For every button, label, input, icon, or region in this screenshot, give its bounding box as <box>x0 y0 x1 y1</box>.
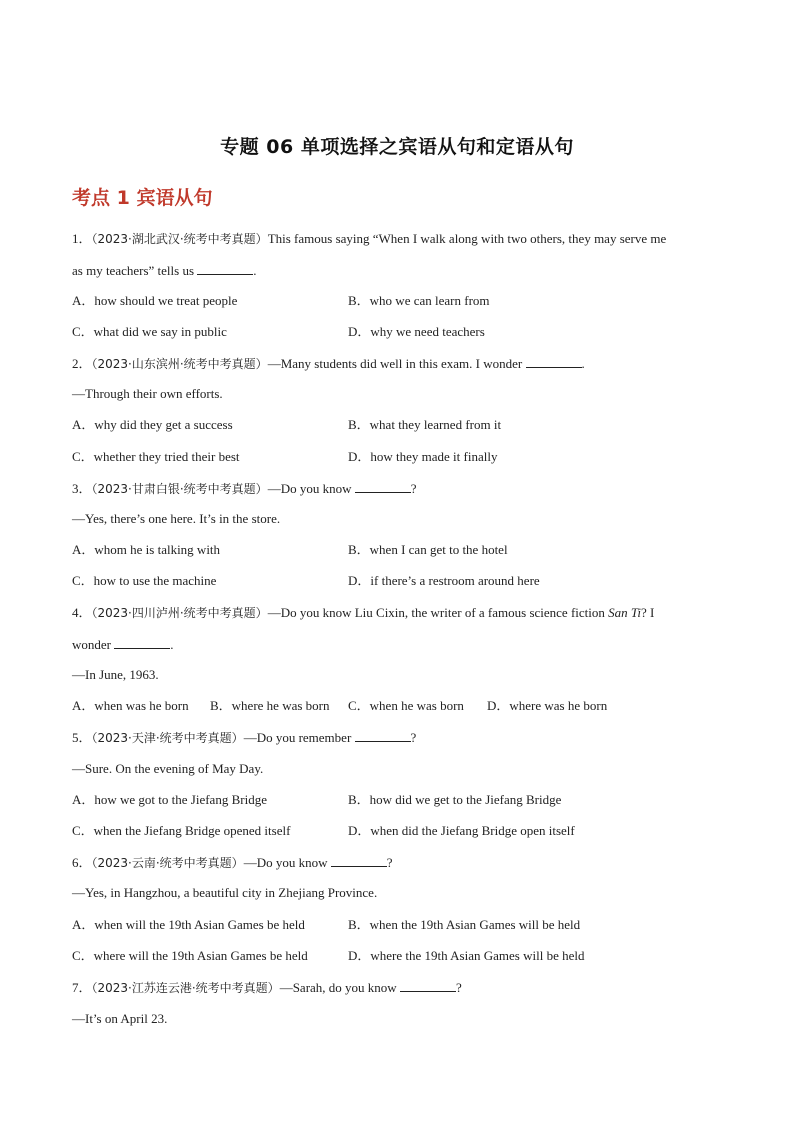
question-text: This famous saying “When I walk along with two others, they may serve me <box>267 231 667 246</box>
question-number: 4． <box>72 605 92 620</box>
question-source: （2023·江苏连云港·统考中考真题） <box>91 981 280 995</box>
option-b: B．who we can learn from <box>348 293 490 308</box>
option-a: A．why did they get a success <box>72 417 233 432</box>
question-source: （2023·四川泸州·统考中考真题） <box>91 606 268 620</box>
answer-line: —It’s on April 23. <box>72 1011 168 1026</box>
question-source: （2023·山东滨州·统考中考真题） <box>91 357 268 371</box>
question-number: 2． <box>72 356 92 371</box>
option-c: C．where will the 19th Asian Games be held <box>72 948 308 963</box>
answer-blank <box>355 729 411 742</box>
option-b: B．how did we get to the Jiefang Bridge <box>348 792 562 807</box>
answer-line: —Sure. On the evening of May Day. <box>72 761 264 776</box>
punctuation: ? <box>455 980 462 995</box>
question-1-stem <box>72 231 666 247</box>
answer-blank <box>526 355 582 368</box>
question-source: （2023·天津·统考中考真题） <box>91 731 244 745</box>
question-number: 5． <box>72 730 92 745</box>
question-4-stem-cont <box>72 636 174 653</box>
question-number: 3． <box>72 481 92 496</box>
option-d: D．where was he born <box>487 698 608 713</box>
option-c: C．how to use the machine <box>72 573 217 588</box>
question-2-stem <box>72 355 585 372</box>
answer-blank <box>114 636 170 649</box>
option-b: B．when I can get to the hotel <box>348 542 508 557</box>
answer-line: —Yes, in Hangzhou, a beautiful city in Zhejiang Province. <box>72 885 378 900</box>
option-c: C．when the Jiefang Bridge opened itself <box>72 823 291 838</box>
question-text: —Sarah, do you know <box>279 980 397 995</box>
question-text: —Many students did well in this exam. I wonder <box>267 356 523 371</box>
question-text: —Do you know Liu Cixin, the writer of a famous science fiction <box>267 605 605 620</box>
option-d: D．if there’s a restroom around here <box>348 573 540 588</box>
answer-line: —In June, 1963. <box>72 667 159 682</box>
option-c: C．when he was born <box>348 698 464 713</box>
question-number: 7． <box>72 980 92 995</box>
option-b: B．when the 19th Asian Games will be held <box>348 917 581 932</box>
document-title: 专题 06 单项选择之宾语从句和定语从句 <box>220 136 574 158</box>
question-number: 6． <box>72 855 92 870</box>
question-text: wonder <box>72 637 111 652</box>
answer-blank <box>197 262 253 275</box>
option-a: A．how we got to the Jiefang Bridge <box>72 792 267 807</box>
option-a: A．whom he is talking with <box>72 542 221 557</box>
question-text: —Do you know <box>267 481 352 496</box>
option-d: D．when did the Jiefang Bridge open itself <box>348 823 575 838</box>
question-text: as my teachers” tells us <box>72 263 195 278</box>
punctuation: ? <box>410 481 417 496</box>
option-c: C．whether they tried their best <box>72 449 240 464</box>
question-text: —Do you know <box>243 855 328 870</box>
punctuation: ? <box>386 855 393 870</box>
question-7-stem <box>72 979 462 996</box>
answer-line: —Through their own efforts. <box>72 386 223 401</box>
punctuation: . <box>253 263 257 278</box>
punctuation: . <box>581 356 585 371</box>
question-number: 1． <box>72 231 92 246</box>
book-title: San Ti <box>608 605 642 620</box>
question-source: （2023·云南·统考中考真题） <box>91 856 244 870</box>
section-title: 考点 1 宾语从句 <box>72 187 213 209</box>
answer-line: —Yes, there’s one here. It’s in the store. <box>72 511 281 526</box>
option-a: A．how should we treat people <box>72 293 238 308</box>
question-4-stem <box>72 605 654 621</box>
answer-blank <box>331 854 387 867</box>
option-d: D．where the 19th Asian Games will be held <box>348 948 585 963</box>
question-source: （2023·湖北武汉·统考中考真题） <box>91 232 268 246</box>
option-c: C．what did we say in public <box>72 324 227 339</box>
question-text: ? I <box>641 605 655 620</box>
question-3-stem <box>72 480 417 497</box>
punctuation: . <box>170 637 174 652</box>
question-text: —Do you remember <box>243 730 352 745</box>
question-6-stem <box>72 854 393 871</box>
option-d: D．why we need teachers <box>348 324 485 339</box>
question-source: （2023·甘肃白银·统考中考真题） <box>91 482 268 496</box>
question-1-stem-cont <box>72 262 257 279</box>
answer-blank <box>400 979 456 992</box>
punctuation: ? <box>410 730 417 745</box>
option-a: A．when will the 19th Asian Games be held <box>72 917 305 932</box>
option-b: B．what they learned from it <box>348 417 502 432</box>
option-a: A．when was he born <box>72 698 189 713</box>
question-5-stem <box>72 729 416 746</box>
option-d: D．how they made it finally <box>348 449 498 464</box>
option-b: B．where he was born <box>210 698 330 713</box>
answer-blank <box>355 480 411 493</box>
